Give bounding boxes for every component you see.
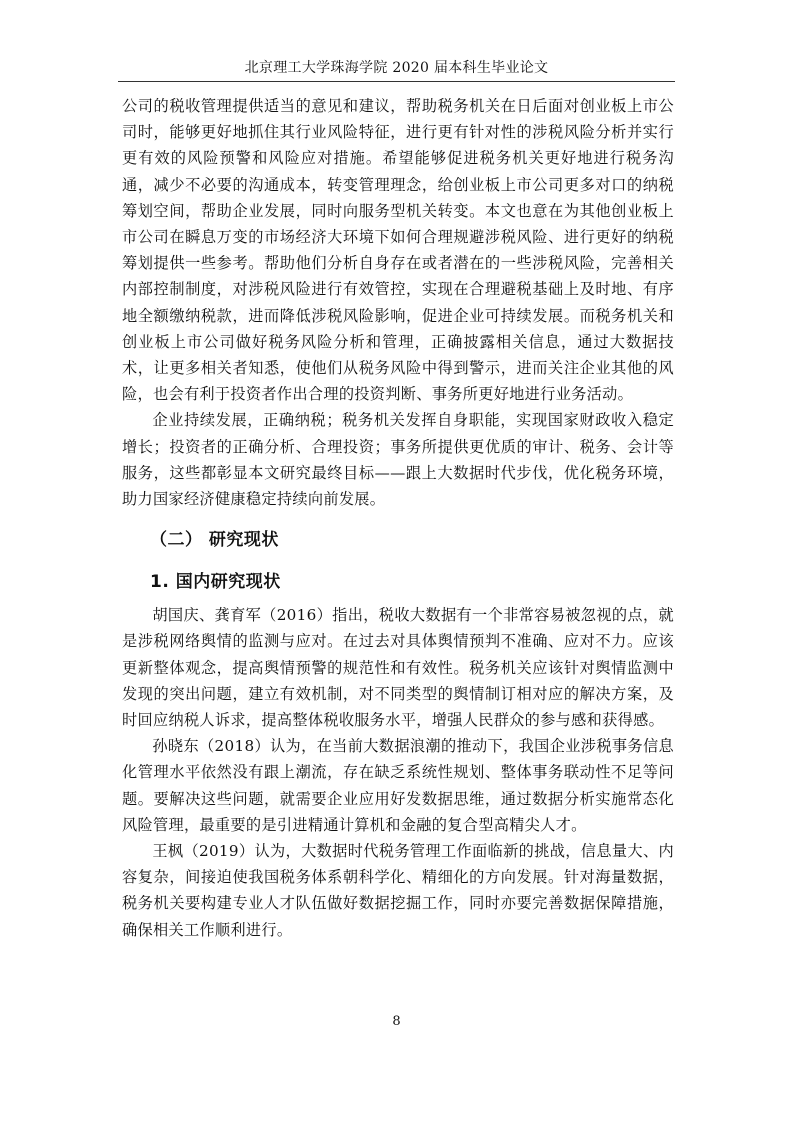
header-title: 北京理工大学珠海学院 2020 届本科生毕业论文: [244, 60, 549, 76]
body-paragraph: 公司的税收管理提供适当的意见和建议，帮助税务机关在日后面对创业板上市公司时，能够更好地抓住其行业风险特征，进行更有针对性的涉税风险分析并实行更有效的风险预警和风险应对措施。希望能够促进税务机关更好地进行税务沟通，减少不必要的沟通成本，转变管理理念，给创业板上市公司更多对口的纳税筹划空间，帮助企业发展，同时向服务型机关转变。本文也意在为其他创业板上市公司在瞬息万变的市场经济大环境下如何合理规避涉税风险、进行更好的纳税筹划提供一些参考。帮助他们分析自身存在或者潜在的一些涉税风险，完善相关内部控制制度，对涉税风险进行有效管控，实现在合理避税基础上及时地、有序地全额缴纳税款，进而降低涉税风险影响，促进企业可持续发展。而税务机关和创业板上市公司做好税务风险分析和管理，正确披露相关信息，通过大数据技术，让更多相关者知悉，使他们从税务风险中得到警示，进而关注企业其他的风险，也会有利于投资者作出合理的投资判断、事务所更好地进行业务活动。: [122, 97, 674, 404]
section-heading: （二） 研究现状: [150, 530, 279, 551]
body-paragraph: 王枫（2019）认为，大数据时代税务管理工作面临新的挑战，信息量大、内容复杂，间接迫使我国税务体系朝科学化、精细化的方向发展。针对海量数据，税务机关要构建专业人才队伍做好数据挖掘工作，同时亦要完善数据保障措施，确保相关工作顺利进行。: [122, 842, 674, 939]
body-paragraph: 企业持续发展，正确纳税；税务机关发挥自身职能，实现国家财政收入稳定增长；投资者的正确分析、合理投资；事务所提供更优质的审计、税务、会计等服务，这些都彰显本文研究最终目标——跟上大数据时代步伐，优化税务环境，助力国家经济健康稳定持续向前发展。: [122, 411, 674, 509]
page-header: [118, 48, 675, 82]
body-paragraph: 孙晓东（2018）认为，在当前大数据浪潮的推动下，我国企业涉税事务信息化管理水平依然没有跟上潮流，存在缺乏系统性规划、整体事务联动性不足等问题。要解决这些问题，就需要企业应用好发数据思维，通过数据分析实施常态化风险管理，最重要的是引进精通计算机和金融的复合型高精尖人才。: [122, 737, 674, 834]
body-paragraph: 胡国庆、龚育军（2016）指出，税收大数据有一个非常容易被忽视的点，就是涉税网络舆情的监测与应对。在过去对具体舆情预判不准确、应对不力。应该更新整体观念，提高舆情预警的规范性和有效性。税务机关应该针对舆情监测中发现的突出问题，建立有效机制，对不同类型的舆情制订相对应的解决方案，及时回应纳税人诉求，提高整体税收服务水平，增强人民群众的参与感和获得感。: [122, 606, 674, 730]
page-body: [122, 93, 674, 943]
subsection-heading: 1. 国内研究现状: [150, 572, 281, 593]
page-number: 8: [392, 1014, 401, 1029]
